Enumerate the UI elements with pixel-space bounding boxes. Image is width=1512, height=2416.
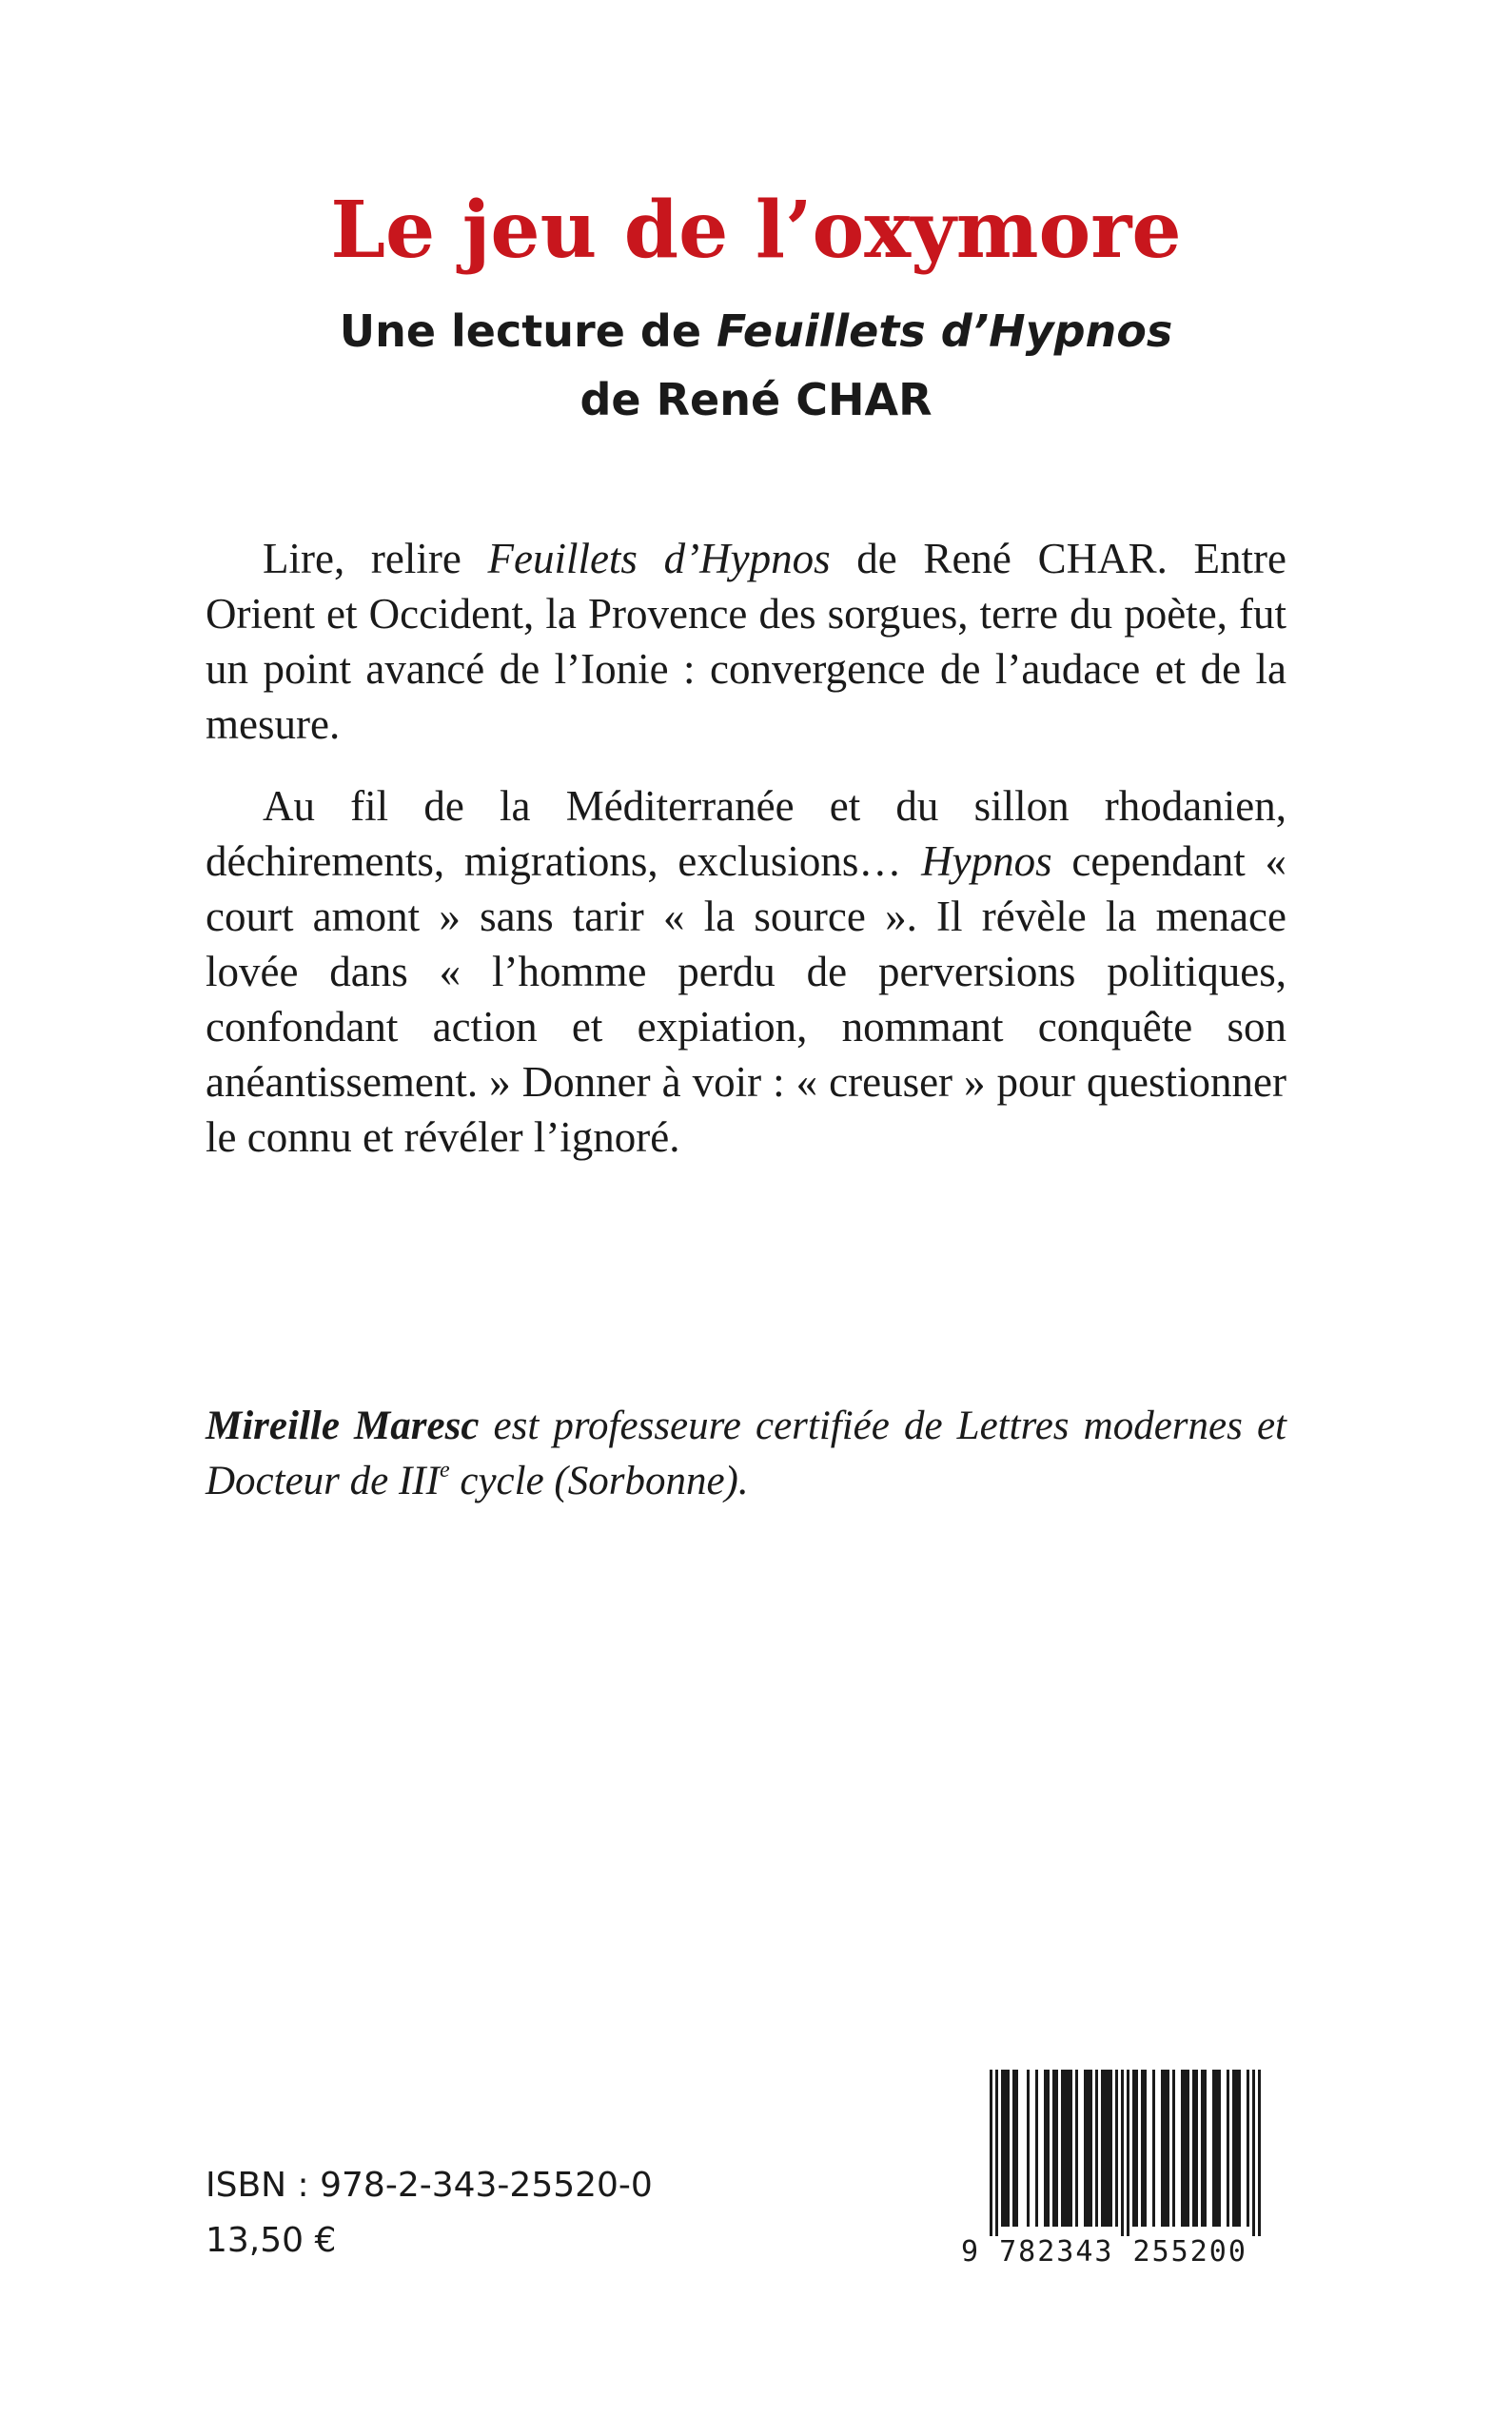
barcode-bar (1055, 2070, 1058, 2227)
barcode-bar (1107, 2070, 1109, 2227)
barcode-bar (1044, 2070, 1047, 2227)
back-cover-blurb (206, 531, 1286, 1191)
barcode-bar (1172, 2070, 1175, 2227)
blurb-p1-work-title: Feuillets d’Hypnos (487, 535, 831, 582)
barcode-bar (1235, 2070, 1238, 2227)
barcode-bar (1152, 2070, 1155, 2227)
bio-text-a: est professeure certifiée de Lettres modernes et Docteur de III (206, 1404, 1286, 1503)
barcode-bar (1201, 2070, 1204, 2227)
barcode-bar (1104, 2070, 1107, 2227)
blurb-p1-text-a: Lire, relire (263, 535, 488, 582)
barcode-bars (961, 2070, 1289, 2236)
barcode-bar (1252, 2070, 1255, 2236)
barcode-bar (995, 2070, 998, 2236)
bio-superscript: e (439, 1458, 450, 1483)
barcode-bar (1181, 2070, 1184, 2227)
blurb-paragraph-2 (206, 778, 1286, 1165)
blurb-p2-work-title: Hypnos (921, 837, 1052, 885)
barcode-bar (1115, 2070, 1118, 2227)
barcode-bar (1232, 2070, 1235, 2227)
barcode-bar (1121, 2070, 1124, 2236)
blurb-p2-text-b: cependant « court amont » sans tarir « la source ». Il révèle la menace lovée dans « l’homme perdu de perversions politiques, confondant action et expiation, nommant conquête son anéantissement. » Donner à voir : « creuser » pour questionner le connu et révéler l’ignoré. (206, 837, 1286, 1161)
barcode-bar (990, 2070, 992, 2236)
barcode-bar (1144, 2070, 1147, 2227)
subtitle-line-1 (0, 297, 1512, 365)
barcode-bar (1247, 2070, 1249, 2227)
book-subtitle (0, 297, 1512, 434)
barcode (961, 2070, 1289, 2274)
barcode-bar (1215, 2070, 1218, 2227)
barcode-bar (1087, 2070, 1090, 2227)
barcode-bar (1070, 2070, 1072, 2227)
barcode-bar (1141, 2070, 1144, 2227)
barcode-bar (1064, 2070, 1067, 2227)
barcode-bar (1167, 2070, 1169, 2227)
barcode-bar (1135, 2070, 1138, 2227)
barcode-bar (1001, 2070, 1004, 2227)
barcode-bar (1195, 2070, 1198, 2227)
barcode-bar (1012, 2070, 1015, 2227)
subtitle-prefix: Une lecture de (339, 305, 717, 357)
barcode-bar (1095, 2070, 1098, 2227)
barcode-bar (1090, 2070, 1092, 2227)
barcode-bar (1035, 2070, 1038, 2227)
barcode-bar (1004, 2070, 1007, 2227)
barcode-bar (1218, 2070, 1221, 2227)
subtitle-work-title: Feuillets d’Hypnos (717, 305, 1173, 357)
barcode-bar (1075, 2070, 1078, 2227)
barcode-bar (1212, 2070, 1215, 2227)
barcode-bar (1101, 2070, 1104, 2227)
isbn-label: ISBN : 978-2-343-25520-0 (206, 2166, 653, 2205)
barcode-bar (1127, 2070, 1129, 2236)
barcode-bar (1109, 2070, 1112, 2227)
author-name: Mireille Maresc (206, 1404, 480, 1448)
barcode-digits: 9 782343 255200 (961, 2235, 1247, 2269)
barcode-bar (1007, 2070, 1010, 2227)
barcode-bar (1204, 2070, 1207, 2227)
blurb-p1-text-b: de René CHAR. Entre Orient et Occident, la Provence des sorgues, terre du poète, fut un point avancé de l’Ionie : convergence de l’audace et de la mesure. (206, 535, 1286, 748)
barcode-bar (1132, 2070, 1135, 2227)
barcode-bar (1015, 2070, 1018, 2227)
barcode-bar (1184, 2070, 1187, 2227)
blurb-p2-text-a: Au fil de la Méditerranée et du sillon rhodanien, déchirements, migrations, exclusions… (206, 782, 1286, 885)
barcode-bar (1161, 2070, 1164, 2227)
subtitle-author-line: de René CHAR (579, 374, 933, 425)
price-label: 13,50 € (206, 2221, 337, 2260)
book-title: Le jeu de l’oxymore (330, 185, 1182, 276)
author-bio (206, 1399, 1286, 1509)
barcode-bar (1047, 2070, 1050, 2227)
barcode-bar (1238, 2070, 1241, 2227)
bio-text-b: cycle (Sorbonne). (449, 1459, 749, 1503)
barcode-bar (1258, 2070, 1261, 2236)
barcode-bar (1061, 2070, 1064, 2227)
barcode-bar (1027, 2070, 1030, 2227)
barcode-bar (1227, 2070, 1229, 2227)
barcode-bar (1164, 2070, 1167, 2227)
barcode-bar (1187, 2070, 1189, 2227)
barcode-bar (1052, 2070, 1055, 2227)
barcode-bar (1084, 2070, 1087, 2227)
blurb-paragraph-1 (206, 531, 1286, 752)
barcode-bar (1067, 2070, 1070, 2227)
barcode-bar (1192, 2070, 1195, 2227)
